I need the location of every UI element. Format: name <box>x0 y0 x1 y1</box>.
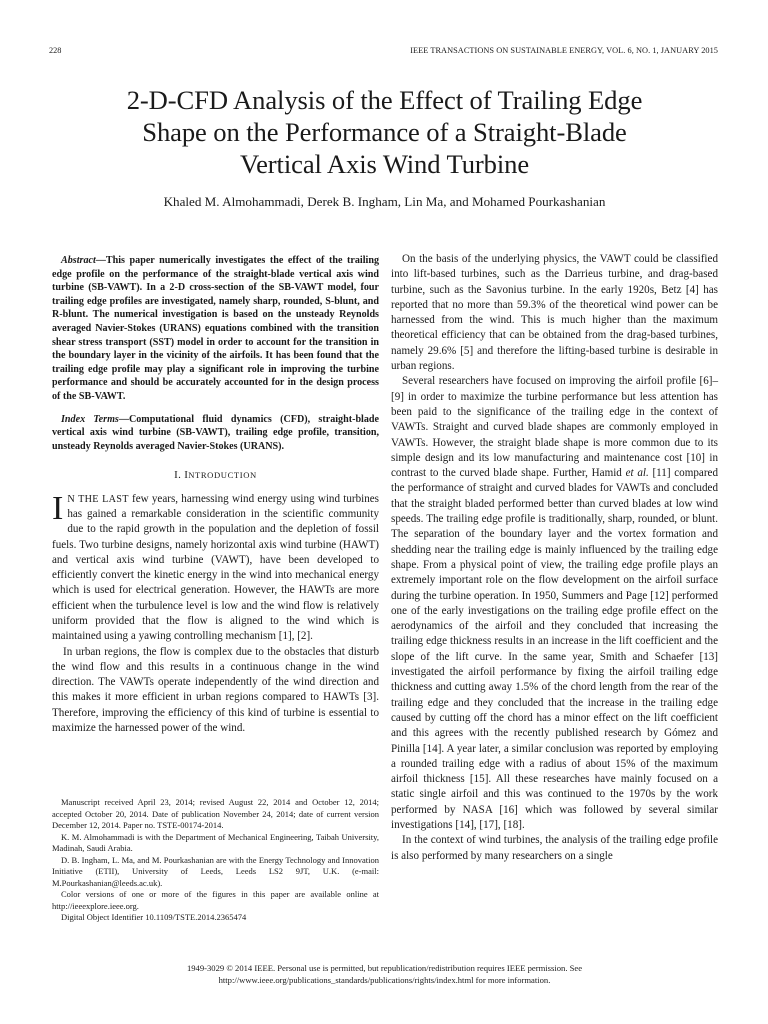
index-terms-lead: Index Terms <box>61 413 119 425</box>
footnote: Digital Object Identifier 10.1109/TSTE.2014.2365474 <box>61 912 247 922</box>
title-line: 2-D-CFD Analysis of the Effect of Trailing Edge <box>126 85 643 115</box>
intro-paragraph-2: In urban regions, the flow is complex due to the obstacles that disturb the wind flow and this results in a continuous change in the wind direction. The VAWTs operate independently of the wind direction and this makes it more efficient in urban regions compared to HAWTs [3]. Therefore, improving the efficiency of this kind of turbine is essential to maximize the harnessed power of the wind. <box>52 645 379 735</box>
index-terms <box>52 413 379 454</box>
body-text: [11] compared the performance of straight and curved blades for VAWTs and concluded that the straight bladed performed better than curved blades at low wind speeds. The trailing edge profile is traditionally, sharp, rounded, or blunt. The separation of the boundary layer and the vortex formation and shedding near the trailing edge is mainly influenced by the trailing edge shape. From a physical point of view, the trailing edge profile plays an extremely important role on the flow development on the airfoil surface during the turbine operation. In 1950, Summers and Page [12] performed one of the early investigations on the trailing edge profile effect on the aerodynamics of the airfoil and they concluded that increasing the trailing edge thickness results in an increase in the lift coefficient and the slope of the lift curve. In the same year, Smith and Schaefer [13] investigated the airfoil performance by fixing the airfoil trailing edge thickness and cutting away 1.5% of the chord length from the rear of the trailing edge and they concluded that the increase in the trailing edge caused by cutting off the chord has a minor effect on the lift coefficient and this agrees with the recently published research by Gómez and Pinilla [14]. A year later, a similar conclusion was reported by employing a rounded trailing edge with a radius of about 15% of the maximum airfoil thickness [15]. All these researches have mainly focused on a static single airfoil and this was continued to the 1970s by the work performed by NASA [16] which was followed by several similar investigations [14], [17], [18]. <box>391 467 718 831</box>
author-list: Khaled M. Almohammadi, Derek B. Ingham, Lin Ma, and Mohamed Pourkashanian <box>163 194 606 209</box>
title-line: Shape on the Performance of a Straight-Blade <box>142 117 627 147</box>
body-paragraph: In the context of wind turbines, the analysis of the trailing edge profile is also performed by many researchers on a single <box>391 834 718 862</box>
page-number: 228 <box>49 46 62 55</box>
intro-caps: N THE LAST <box>67 493 129 505</box>
section-numeral: I. <box>174 469 182 482</box>
copyright-notice <box>49 962 720 987</box>
body-text: Several researchers have focused on improving the airfoil profile [6]–[9] in order to maximize the turbine performance but less attention has been paid to the significance of the trailing edge in the context of VAWTs. Straight and curved blade shapes are commonly employed in VAWTs. However, the straight blade shape is more common due to its simple design and its low manufacturing and maintenance cost [10] in contrast to the curved blade shape. Further, Hamid <box>391 375 718 480</box>
footnote: D. B. Ingham, L. Ma, and M. Pourkashanian are with the Energy Technology and Innovation Initiative (ETII), University of Leeds, Leeds LS2 9JT, U.K. (e-mail: M.Pourkashanian@leeds.ac.uk). <box>52 854 379 888</box>
index-terms-text: —Computational fluid dynamics (CFD), straight-blade vertical axis wind turbine (SB-VAWT), trailing edge profile, transition, unsteady Reynolds averaged Navier-Stokes (URANS). <box>52 413 379 452</box>
abstract-text: —This paper numerically investigates the effect of the trailing edge profile on the performance of the straight-blade vertical axis wind turbine (SB-VAWT). In a 2-D cross-section of the SB-VAWT model, four trailing edge profiles are investigated, namely sharp, rounded, S-blunt, and R-blunt. The numerical investigation is based on the unsteady Reynolds averaged Navier-Stokes (URANS) equations combined with the transition shear stress transport (SST) model in order to account for the transition in the boundary layer in the vicinity of the airfoils. It has been found that the trailing edge profile may play a significant role in improving the turbine performance and should be accurately accounted for in the design process of the SB-VAWT. <box>52 255 379 402</box>
footnote: Color versions of one or more of the figures in this paper are available online at http://ieeexplore.ieee.org. <box>52 889 379 911</box>
section-first-letter: I <box>184 469 189 482</box>
abstract-lead: Abstract <box>61 255 96 266</box>
et-al: et al. <box>625 467 649 480</box>
copyright-line: 1949-3029 © 2014 IEEE. Personal use is permitted, but republication/redistribution requires IEEE permission. See <box>186 963 583 973</box>
footnotes <box>52 797 379 924</box>
left-column <box>52 254 379 736</box>
intro-paragraph-1 <box>52 489 379 645</box>
paper-title <box>49 84 720 180</box>
journal-header: IEEE TRANSACTIONS ON SUSTAINABLE ENERGY, VOL. 6, NO. 1, JANUARY 2015 <box>410 46 718 55</box>
intro-p1-text: few years, harnessing wind energy using wind turbines has gained a remarkable consideration in the scientific community due to the rapid growth in the population and the depletion of fossil fuels. Two turbine designs, namely horizontal axis wind turbine (HAWT) and vertical axis wind turbine (VAWT), have been developed to efficiently convert the kinetic energy in the wind into mechanical energy which is used for electrical generation. However, the HAWTs are more efficient when the turbulence level is low and the wind flow is relatively uniform provided that the flow is aligned to the wind which is maintained using a yawing controlling mechanism [1], [2]. <box>52 492 379 643</box>
drop-cap: I <box>52 489 64 527</box>
footnote: K. M. Almohammadi is with the Department of Mechanical Engineering, Taibah University, Madinah, Saudi Arabia. <box>52 831 379 853</box>
body-paragraph <box>391 374 718 833</box>
body-paragraph: On the basis of the underlying physics, the VAWT could be classified into lift-based turbines, such as the Darrieus turbine, and drag-based turbine, such as the Savonius turbine. In the early 1920s, Betz [4] has reported that no more than 59.3% of the theoretical wind power can be harnessed from the wind. This is much higher than the maximum theoretical efficiency that can be obtained from the drag-based turbines, namely 29.6% [5] and therefore the lifting-based turbine is desirable in urban regions. <box>391 253 718 373</box>
right-column <box>391 252 718 864</box>
copyright-line: http://www.ieee.org/publications_standards/publications/rights/index.html for more information. <box>218 975 551 986</box>
section-title-rest: NTRODUCTION <box>188 470 257 481</box>
abstract <box>52 254 379 404</box>
section-heading-introduction <box>52 468 379 483</box>
title-line: Vertical Axis Wind Turbine <box>239 149 530 179</box>
footnote: Manuscript received April 23, 2014; revised August 22, 2014 and October 12, 2014; accepted October 20, 2014. Date of publication November 24, 2014; date of current version December 12, 2014. Paper no. TSTE-00174-2014. <box>52 797 379 830</box>
